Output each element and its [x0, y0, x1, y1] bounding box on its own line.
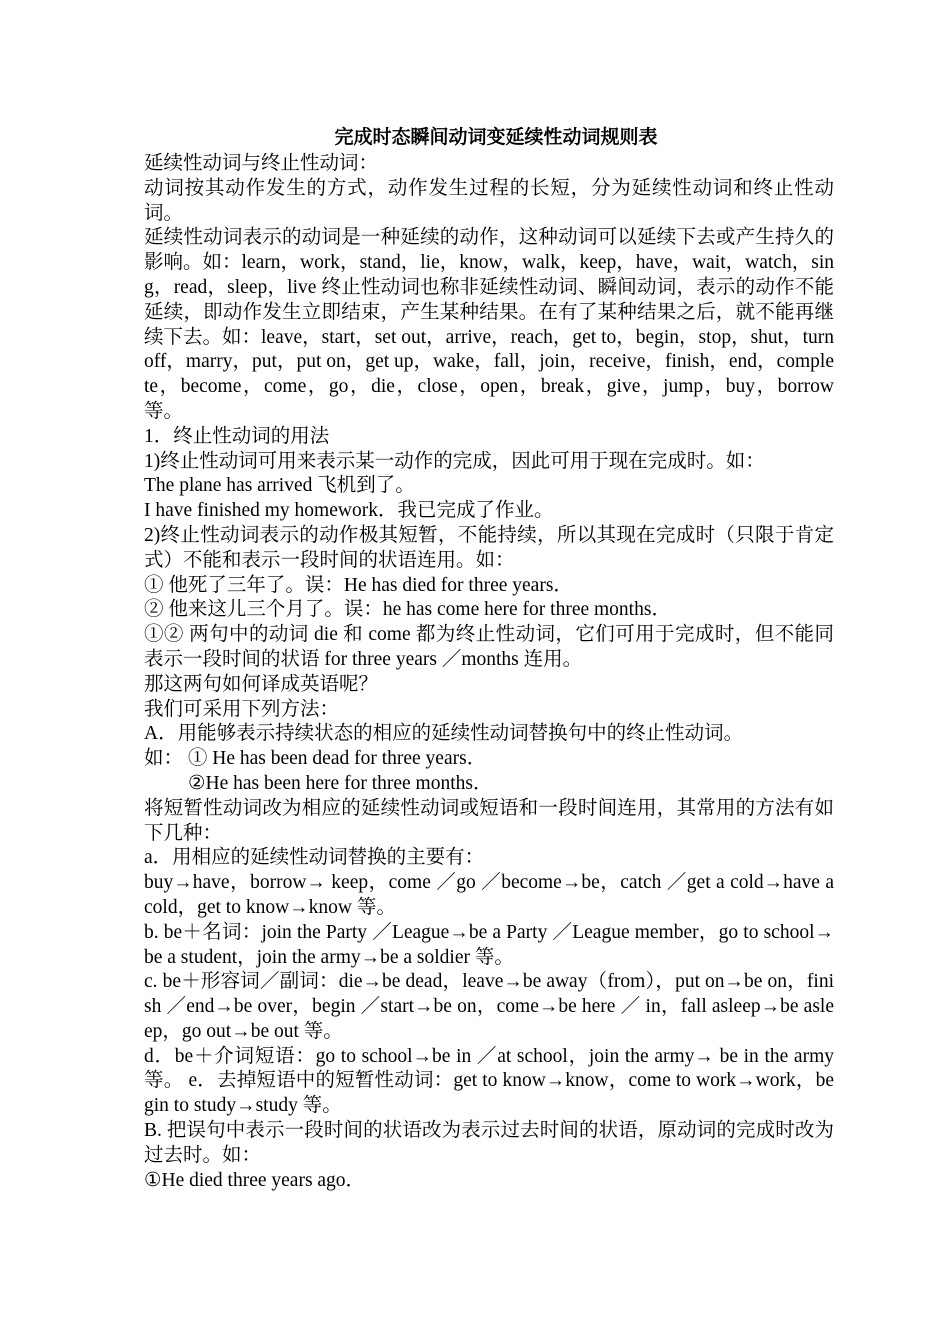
method-b-example: ①He died three years ago．: [144, 1169, 366, 1191]
correct-example-2: ②He has been here for three months．: [188, 772, 493, 794]
explanation: ①② 两句中的动词 die 和 come 都为终止性动词，它们可用于完成时，但不能同表示一段时间的状语 for three years ／months 连用。: [144, 624, 834, 670]
document-page: [144, 122, 834, 1193]
conversion-intro: 将短暂性动词改为相应的延续性动词或短语和一段时间连用，其常用的方法有如下几种：: [144, 797, 834, 844]
conversion-b: b. be＋名词：join the Party ／League→be a Party ／League member，go to school→be a student，join the army→be a soldier 等。: [144, 921, 834, 968]
method-intro: 我们可采用下列方法：: [144, 698, 340, 720]
correct-example-1: 如： ① He has been dead for three years．: [144, 748, 487, 770]
conversion-d-e: d．be＋介词短语：go to school→be in ／at school，join the army→ be in the army 等。 e．去掉短语中的短暂性动词：get to know→know，come to work→work，begin to study→study 等。: [144, 1045, 834, 1117]
paragraph-intro: 动词按其动作发生的方式，动作发生过程的长短，分为延续性动词和终止性动词。: [144, 177, 834, 224]
method-b: B. 把误句中表示一段时间的状语改为表示过去时间的状语，原动词的完成时改为过去时。如：: [144, 1120, 834, 1166]
method-a: A．用能够表示持续状态的相应的延续性动词替换句中的终止性动词。: [144, 723, 744, 745]
example-2: I have finished my homework．我已完成了作业。: [144, 500, 554, 522]
rule-1: 1)终止性动词可用来表示某一动作的完成，因此可用于现在完成时。如：: [144, 450, 765, 472]
conversion-a-list: buy→have，borrow→ keep，come ／go ／become→be，catch ／get a cold→have a cold，get to know→know 等。: [144, 872, 834, 918]
paragraph-heading: 延续性动词与终止性动词：: [144, 153, 379, 174]
conversion-a: a．用相应的延续性动词替换的主要有：: [144, 847, 485, 869]
wrong-example-2: ② 他来这儿三个月了。误：he has come here for three months．: [144, 599, 671, 621]
example-1: The plane has arrived 飞机到了。: [144, 475, 415, 497]
document-title: 完成时态瞬间动词变延续性动词规则表: [334, 126, 658, 148]
rule-2: 2)终止性动词表示的动作极其短暂，不能持续，所以其现在完成时（只限于肯定式）不能和表示一段时间的状语连用。如：: [144, 524, 834, 571]
question: 那这两句如何译成英语呢？: [144, 673, 379, 695]
section-heading-1: 1．终止性动词的用法: [144, 425, 330, 447]
paragraph-verb-lists: 延续性动词表示的动词是一种延续的动作，这种动词可以延续下去或产生持久的影响。如：learn，work，stand，lie，know，walk，keep，have，wait，watch，sing，read，sleep，live 终止性动词也称非延续性动词、瞬间动词，表示的动作不能延续，即动作发生立即结束，产生某种结果。在有了某种结果之后，就不能再继续下去。如：leave，start，set out，arrive，reach，get to，begin，stop，shut，turn off，marry，put，put on，get up，wake，fall，join，receive，finish，end，complete，become，come，go，die，close，open，break，give，jump，buy，borrow 等。: [144, 227, 834, 422]
wrong-example-1: ① 他死了三年了。误：He has died for three years．: [144, 574, 573, 596]
conversion-c: c. be＋形容词／副词：die→be dead，leave→be away（from），put on→be on，finish ／end→be over，begin ／start→be on，come→be here ／ in，fall asleep→be asleep，go out→be out 等。: [144, 971, 834, 1042]
